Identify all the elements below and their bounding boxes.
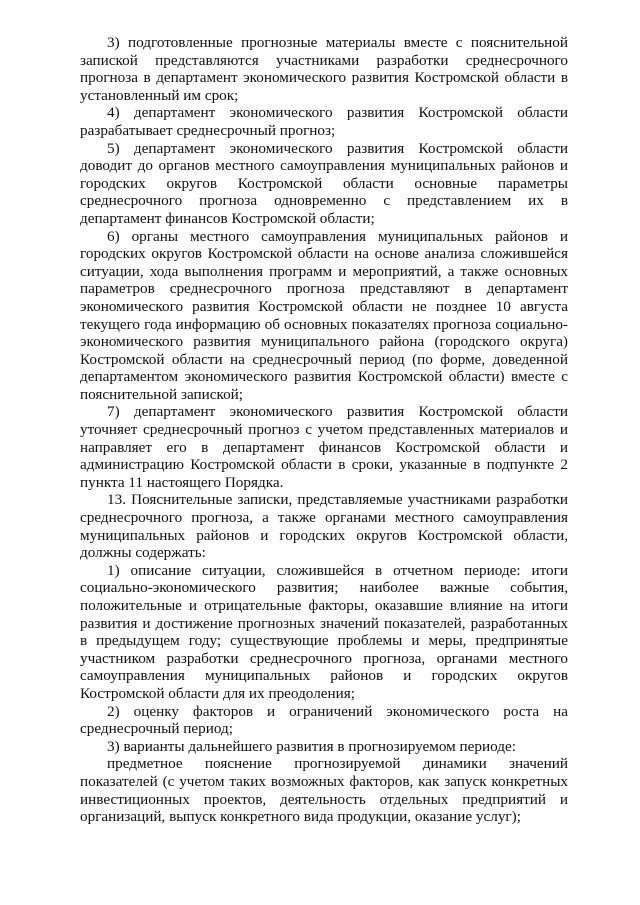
paragraph-subitem-2: 2) оценку факторов и ограничений экономического роста на среднесрочный период; xyxy=(80,702,568,738)
paragraph-subitem-3: 3) варианты дальнейшего развития в прогнозируемом периоде: xyxy=(107,737,516,755)
paragraph-item-7: 7) департамент экономического развития Костромской области уточняет среднесрочный прогноз с учетом представленных материалов и направляет его в департамент финансов Костромской области и администрацию Костромской области в сроки, указанные в подпункте 2 пункта 11 настоящего Порядка. xyxy=(80,403,568,491)
document-body xyxy=(80,34,568,826)
paragraph-item-6: 6) органы местного самоуправления муниципальных районов и городских округов Костромской области на основе анализа сложившейся ситуации, хода выполнения программ и мероприятий, а также основных параметров среднесрочного прогноза представляют в департамент экономического развития Костромской области не позднее 10 августа текущего года информацию об основных показателях прогноза социально-экономического развития муниципального района (городского округа) Костромской области на среднесрочный период (по форме, доведенной департаментом экономического развития Костромской области) вместе с пояснительной запиской; xyxy=(80,227,568,403)
paragraph-item-3: 3) подготовленные прогнозные материалы вместе с пояснительной запиской представляются участниками разработки среднесрочного прогноза в департамент экономического развития Костромской области в установленный им срок; xyxy=(80,34,568,104)
paragraph-item-4: 4) департамент экономического развития Костромской области разрабатывает среднесрочный прогноз; xyxy=(80,104,568,139)
paragraph-section-13: 13. Пояснительные записки, представляемые участниками разработки среднесрочного прогноза, а также органами местного самоуправления муниципальных районов и городских округов Костромской области, должны содержать: xyxy=(80,491,568,562)
paragraph-subitem-3-detail: предметное пояснение прогнозируемой динамики значений показателей (с учетом таких возможных факторов, как запуск конкретных инвестиционных проектов, деятельность отдельных предприятий и организаций, выпуск конкретного вида продукции, оказание услуг); xyxy=(80,755,568,826)
paragraph-item-5: 5) департамент экономического развития Костромской области доводит до органов местного самоуправления муниципальных районов и городских округов Костромской области основные параметры среднесрочного прогноза одновременно с представлением их в департамент финансов Костромской области; xyxy=(80,139,568,227)
paragraph-subitem-1: 1) описание ситуации, сложившейся в отчетном периоде: итоги социально-экономического развития; наиболее важные события, положительные и отрицательные факторы, оказавшие влияние на итоги развития и достижение прогнозных значений показателей, разработанных в предыдущем году; существующие проблемы и меры, предпринятые участником разработки среднесрочного прогноза, органами местного самоуправления муниципальных районов и городских округов Костромской области для их преодоления; xyxy=(80,561,568,702)
